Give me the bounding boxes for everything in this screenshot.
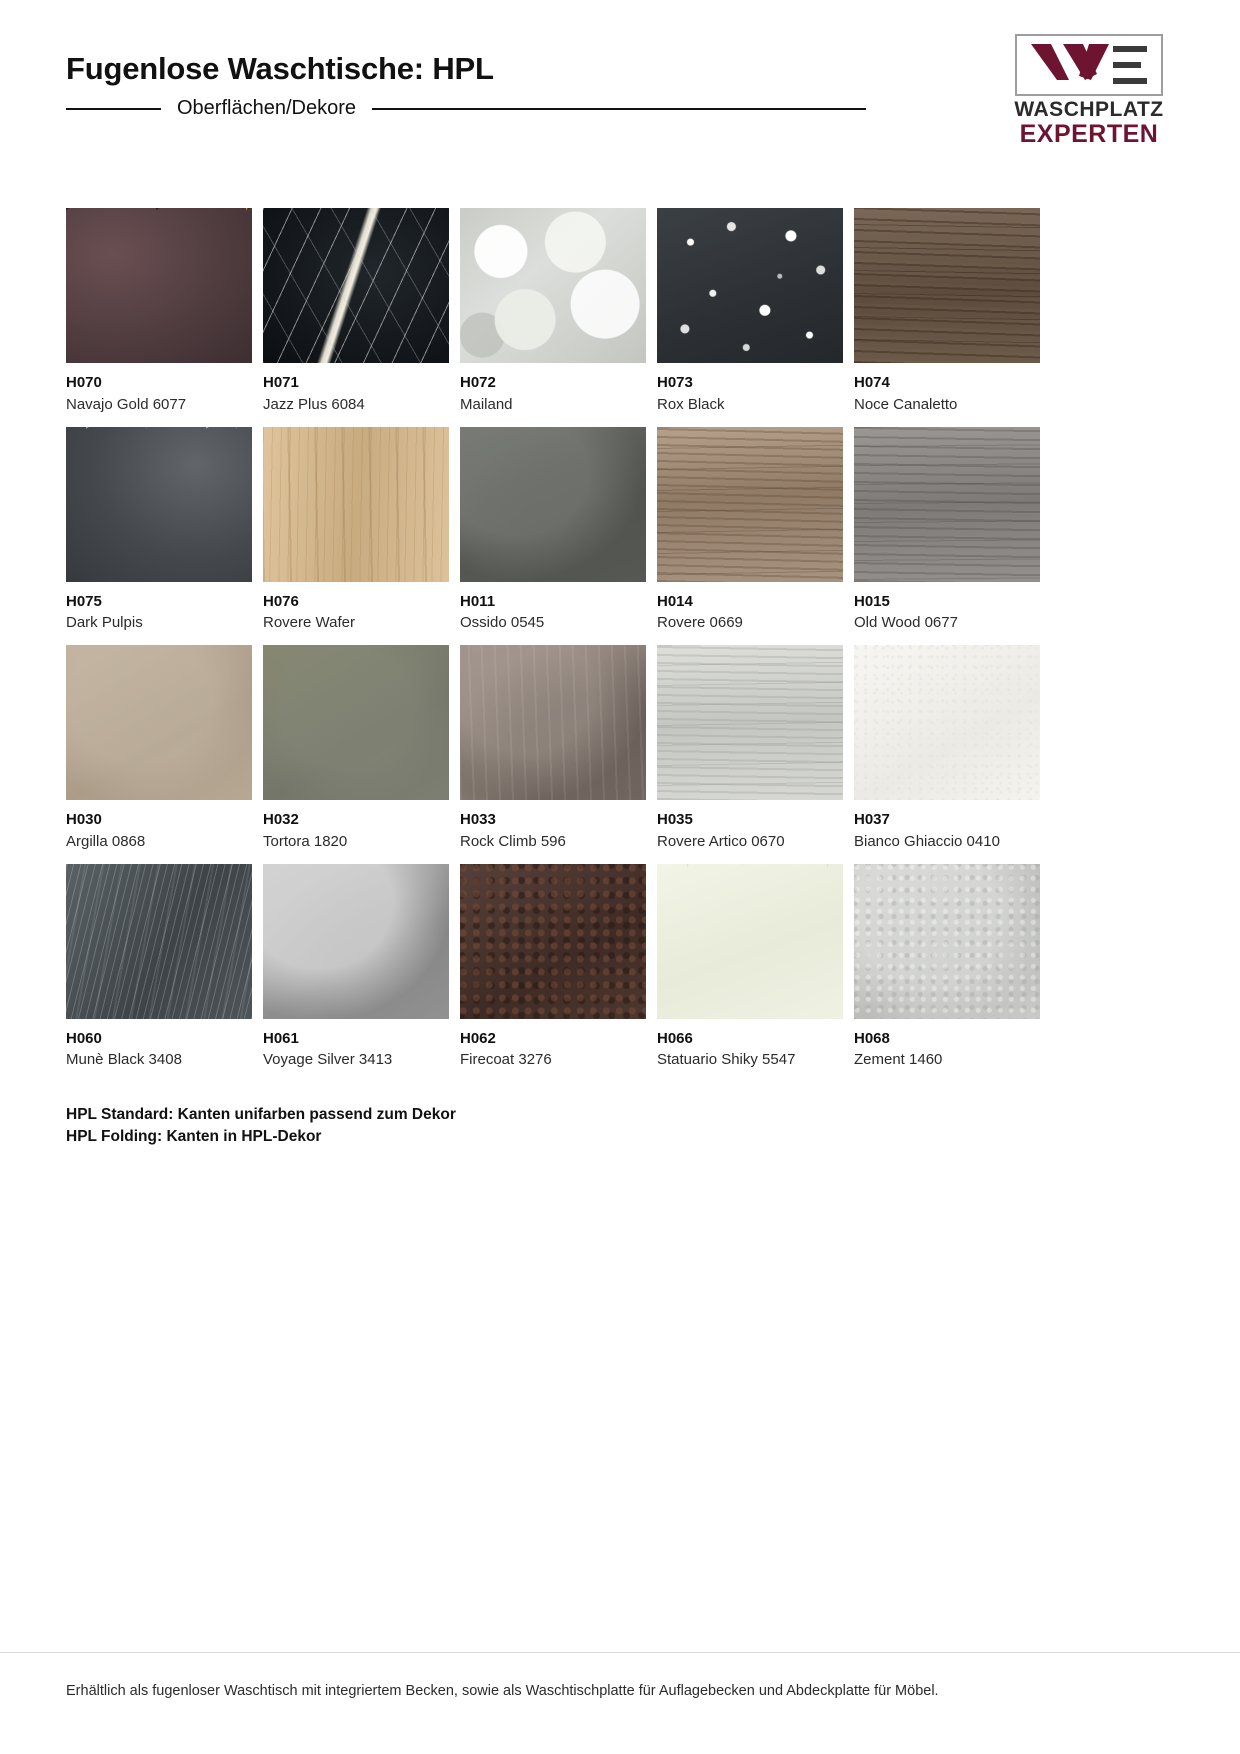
swatch-cell[interactable] [263,645,449,852]
swatch-texture [657,427,843,582]
swatch-code: H070 [66,374,102,391]
swatch-cell[interactable] [657,645,843,852]
swatch-name: Bianco Ghiaccio 0410 [854,832,1000,850]
swatch-code: H037 [854,811,890,828]
swatch-texture [854,208,1040,363]
swatch-cell[interactable] [854,864,1040,1071]
note-line: HPL Folding: Kanten in HPL-Dekor [66,1128,322,1146]
swatch-grid [66,208,1174,1082]
logo-word-waschplatz: WASCHPLATZ [1014,98,1164,121]
swatch-texture [460,645,646,800]
swatch-name: Navajo Gold 6077 [66,395,187,413]
swatch-image-jazz-plus[interactable] [263,208,449,363]
swatch-name: Jazz Plus 6084 [263,395,365,413]
notes-block [66,1104,966,1149]
we-monogram-icon [1015,34,1163,96]
swatch-texture [66,427,252,582]
swatch-cell[interactable] [263,208,449,415]
swatch-name: Munè Black 3408 [66,1051,182,1069]
swatch-code: H030 [66,811,102,828]
swatch-image-statuario-shiky[interactable] [657,864,843,1019]
swatch-cell[interactable] [66,208,252,415]
swatch-code: H074 [854,374,890,391]
swatch-image-dark-pulpis[interactable] [66,427,252,582]
swatch-code: H066 [657,1029,693,1047]
swatch-texture [66,645,252,800]
swatch-cell[interactable] [460,645,646,852]
swatch-image-mailand[interactable] [460,208,646,363]
swatch-image-rovere-wafer[interactable] [263,427,449,582]
swatch-code: H015 [854,592,890,610]
swatch-image-rox-black[interactable] [657,208,843,363]
swatch-code: H014 [657,592,693,610]
swatch-image-zement[interactable] [854,864,1040,1019]
subtitle-row [66,97,866,120]
swatch-cell[interactable] [460,427,646,634]
swatch-image-rovere-artico[interactable] [657,645,843,800]
footer-text: Erhältlich als fugenloser Waschtisch mit integriertem Becken, sowie als Waschtischplatte für Auflagebecken und Abdeckplatte für Möbel. [66,1683,939,1699]
rule-right [372,108,866,110]
swatch-cell[interactable] [263,427,449,634]
swatch-image-navajo-gold[interactable] [66,208,252,363]
swatch-image-voyage-silver[interactable] [263,864,449,1019]
page-title: Fugenlose Waschtische: HPL [66,51,494,86]
swatch-name: Old Wood 0677 [854,614,958,632]
swatch-texture [263,208,449,363]
swatch-name: Rovere Artico 0670 [657,832,785,850]
swatch-code: H071 [263,374,299,391]
swatch-code: H062 [460,1029,496,1047]
swatch-cell[interactable] [66,427,252,634]
swatch-name: Rox Black [657,395,725,413]
swatch-code: H060 [66,1029,102,1047]
swatch-texture [854,864,1040,1019]
swatch-cell[interactable] [657,208,843,415]
swatch-image-old-wood[interactable] [854,427,1040,582]
swatch-cell[interactable] [263,864,449,1071]
swatch-name: Mailand [460,395,513,413]
swatch-cell[interactable] [460,208,646,415]
swatch-image-rock-climb[interactable] [460,645,646,800]
swatch-texture [657,645,843,800]
swatch-image-rovere-0669[interactable] [657,427,843,582]
page-subtitle: Oberflächen/Dekore [177,97,356,120]
swatch-texture [263,645,449,800]
swatch-image-mune-black[interactable] [66,864,252,1019]
swatch-name: Voyage Silver 3413 [263,1051,393,1069]
swatch-cell[interactable] [460,864,646,1071]
swatch-name: Noce Canaletto [854,395,958,413]
swatch-image-firecoat[interactable] [460,864,646,1019]
footer-divider [0,1652,1240,1653]
swatch-name: Tortora 1820 [263,832,348,850]
swatch-cell[interactable] [854,645,1040,852]
logo-word-experten: EXPERTEN [1019,120,1159,148]
swatch-texture [460,864,646,1019]
swatch-texture [460,208,646,363]
swatch-name: Rovere Wafer [263,614,355,632]
swatch-cell[interactable] [66,645,252,852]
note-line: HPL Standard: Kanten unifarben passend zum Dekor [66,1106,456,1123]
swatch-image-noce-canaletto[interactable] [854,208,1040,363]
swatch-name: Dark Pulpis [66,614,143,632]
swatch-name: Zement 1460 [854,1051,943,1069]
swatch-cell[interactable] [657,427,843,634]
swatch-name: Firecoat 3276 [460,1051,552,1069]
swatch-code: H068 [854,1029,890,1047]
swatch-code: H011 [460,592,496,610]
swatch-texture [66,208,252,363]
swatch-code: H072 [460,374,496,391]
swatch-code: H032 [263,811,299,828]
swatch-name: Argilla 0868 [66,832,146,850]
swatch-image-argilla[interactable] [66,645,252,800]
swatch-code: H033 [460,811,496,828]
swatch-texture [460,427,646,582]
swatch-code: H061 [263,1029,299,1047]
swatch-cell[interactable] [854,427,1040,634]
swatch-name: Rovere 0669 [657,614,743,632]
swatch-texture [657,864,843,1019]
swatch-name: Ossido 0545 [460,614,545,632]
swatch-texture [263,864,449,1019]
swatch-code: H073 [657,374,693,391]
swatch-image-bianco-ghiaccio[interactable] [854,645,1040,800]
swatch-code: H035 [657,811,693,828]
swatch-texture [854,645,1040,800]
swatch-cell[interactable] [66,864,252,1071]
swatch-name: Rock Climb 596 [460,832,566,850]
swatch-name: Statuario Shiky 5547 [657,1051,796,1069]
swatch-texture [66,864,252,1019]
brand-logo [1004,34,1174,149]
swatch-texture [657,208,843,363]
rule-left [66,108,161,110]
swatch-texture [263,427,449,582]
swatch-image-ossido[interactable] [460,427,646,582]
swatch-code: H075 [66,592,102,610]
swatch-image-tortora[interactable] [263,645,449,800]
swatch-code: H076 [263,592,299,610]
swatch-cell[interactable] [854,208,1040,415]
swatch-cell[interactable] [657,864,843,1071]
swatch-texture [854,427,1040,582]
